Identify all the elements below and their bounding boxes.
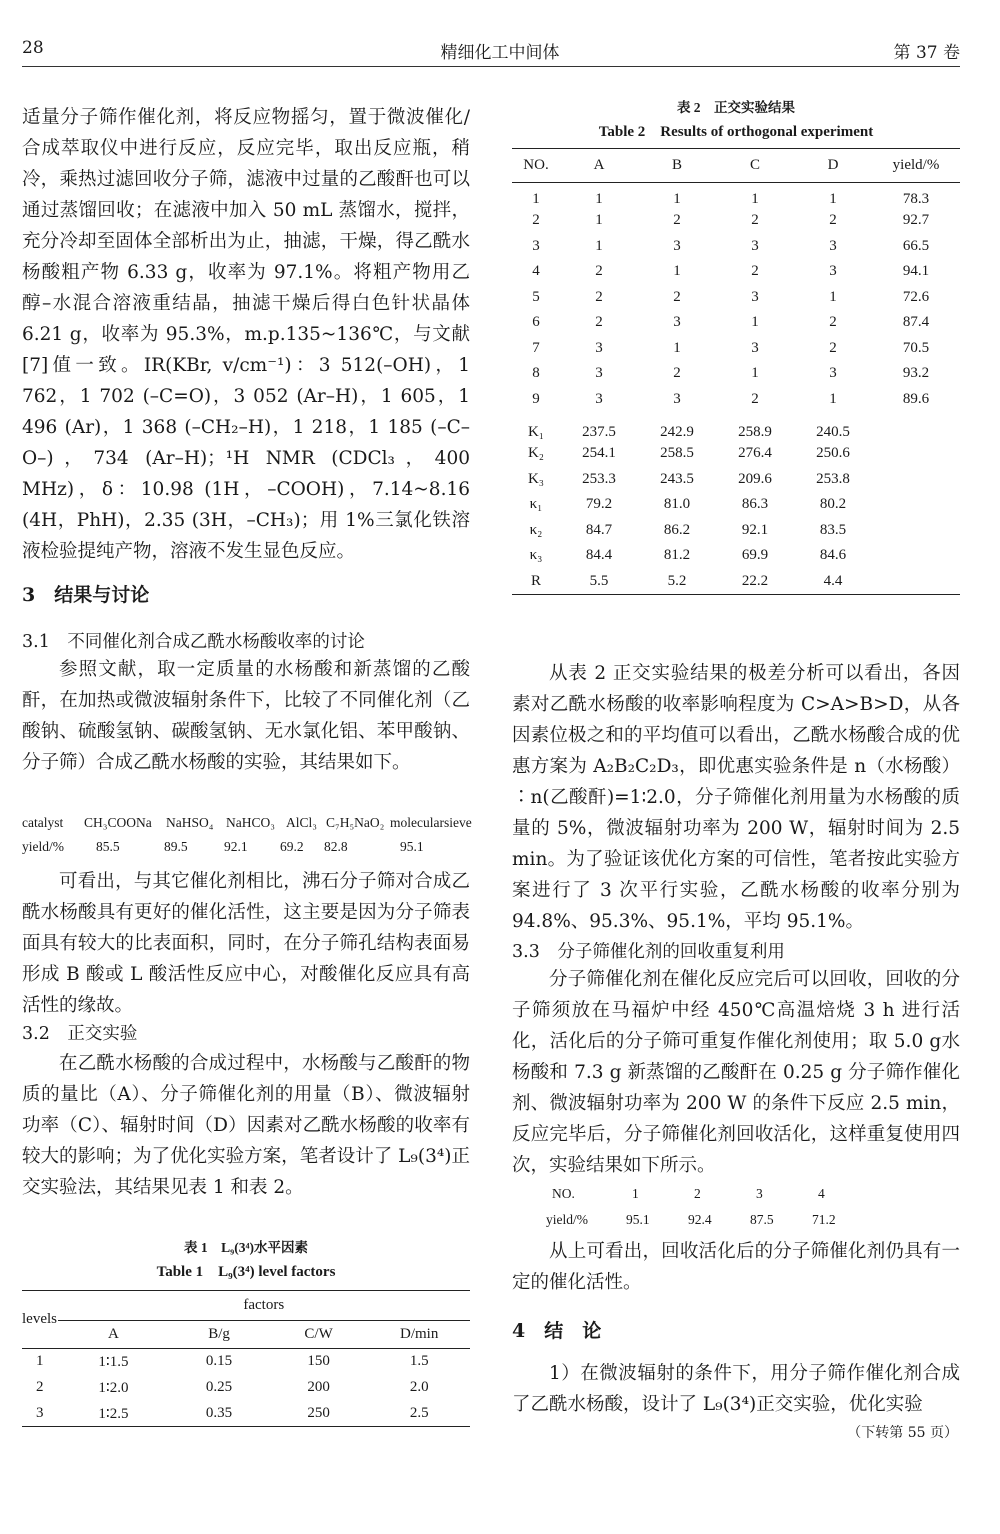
table-row	[512, 336, 960, 362]
table1-row-header: levels	[22, 1291, 58, 1349]
table-cell: 0.15	[205, 1353, 233, 1370]
table-cell	[872, 441, 960, 467]
table-cell: 1	[595, 212, 603, 229]
table1-caption-en: Table 1 L₉(3⁴) level factors	[156, 1264, 336, 1280]
table-cell: 258.9	[738, 424, 772, 440]
table-cell: 1	[595, 237, 603, 254]
table-cell: 250	[307, 1404, 330, 1421]
table-cell: 2	[673, 288, 681, 305]
table-cell: 2	[595, 288, 603, 305]
table-cell: 1	[829, 191, 837, 207]
reuse-yield: 71.2	[812, 1212, 836, 1227]
catalyst-name: molecularsieve	[390, 815, 472, 830]
table-cell: 2	[751, 212, 759, 229]
table-row	[512, 441, 960, 467]
table-cell: 1	[751, 314, 759, 331]
yield-value: 95.1	[400, 839, 424, 854]
table2-caption-en: Table 2 Results of orthogonal experiment	[598, 124, 874, 140]
table-row	[512, 387, 960, 413]
table-cell	[872, 492, 960, 518]
table-cell: R	[530, 572, 541, 589]
section-3-heading	[22, 580, 149, 607]
reuse-yield-label: yield/%	[546, 1212, 588, 1227]
section-3-3-paragraph-1: 分子筛催化剂在催化反应完后可以回收，回收的分子筛须放在马福炉中经 450℃高温焙烧 3 h 进行活化，活化后的分子筛可重复作催化剂使用；取 5.0 g水杨酸和 7.3 g 新蒸馏的乙酸酐在 0.25 g 分子筛作催化剂、微波辐射功率为 200 W 的条件下反应 2.5 min，反应完毕后，分子筛催化剂回收活化，这样重复使用四次，实验结果如下所示。	[512, 969, 960, 1176]
table-cell: 3	[595, 390, 603, 407]
table-cell: 5.5	[589, 572, 609, 589]
table-cell: 1	[673, 263, 681, 280]
table-cell: 3	[829, 237, 837, 254]
reuse-yield: 87.5	[750, 1212, 774, 1227]
section-4-title: 4 结 论	[512, 1320, 602, 1342]
table-cell: 70.5	[902, 339, 930, 356]
table-cell: 2	[751, 390, 759, 407]
table-row	[512, 412, 960, 441]
table-cell: 2	[36, 1379, 44, 1395]
table2-caption-cn: 表 2 正交实验结果	[676, 100, 796, 115]
table2-col-header: NO.	[512, 149, 560, 183]
table2	[512, 148, 960, 595]
table-cell: 7	[532, 339, 540, 356]
table-row	[512, 543, 960, 569]
section-4-heading	[512, 1316, 601, 1343]
table-cell: K₁	[527, 424, 545, 440]
table-cell: 258.5	[660, 445, 694, 462]
table-cell: 253.3	[582, 470, 616, 487]
table-cell: 1	[829, 390, 837, 407]
table-cell: 209.6	[738, 470, 772, 487]
section-3-1-title: 3.1 不同催化剂合成乙酰水杨酸收率的讨论	[22, 632, 365, 652]
table-cell: 1	[595, 191, 603, 207]
table-cell: 0.25	[205, 1379, 233, 1395]
table-cell: 237.5	[582, 424, 616, 440]
yield-value: 69.2	[280, 839, 304, 854]
table-cell: 2	[829, 339, 837, 356]
table-cell: 1∶2.5	[98, 1405, 129, 1422]
table-cell: κ₁	[529, 496, 543, 513]
table-cell: 2	[532, 212, 540, 229]
table-cell: 4	[532, 263, 540, 280]
table-cell: 80.2	[819, 496, 847, 513]
table-cell: 81.0	[663, 496, 691, 513]
catalyst-label: catalyst	[22, 815, 64, 830]
table-cell: 3	[595, 339, 603, 356]
reuse-no: 3	[756, 1186, 763, 1201]
section-3-title: 3 结果与讨论	[22, 584, 150, 606]
table-cell: 2	[829, 212, 837, 229]
table-cell: 3	[751, 339, 759, 356]
header-rule	[22, 66, 960, 67]
section-3-1-heading	[22, 628, 365, 653]
table-cell: 94.1	[902, 263, 930, 280]
table-cell: κ₂	[529, 521, 543, 538]
table-row	[512, 259, 960, 285]
table1-col-header: B/g	[169, 1321, 269, 1349]
yield-value: 85.5	[96, 839, 120, 854]
section-3-2-heading	[22, 1020, 137, 1045]
table-cell: 92.7	[902, 212, 930, 229]
continued-note: （下转第 55 页）	[847, 1425, 958, 1441]
table1-col-header: D/min	[368, 1321, 470, 1349]
table-row	[512, 569, 960, 595]
table-cell: 3	[829, 365, 837, 382]
table-cell: 276.4	[738, 445, 772, 462]
table-cell: 81.2	[663, 547, 691, 564]
section-3-3-paragraph-2: 从上可看出，回收活化后的分子筛催化剂仍具有一定的催化活性。	[512, 1241, 960, 1293]
catalyst-name: NaHSO₄	[166, 815, 214, 830]
table-cell: 2	[595, 314, 603, 331]
table-row	[512, 467, 960, 493]
table-cell: 1	[532, 191, 540, 207]
table-cell: 3	[595, 365, 603, 382]
table-cell: 66.5	[902, 237, 930, 254]
table-cell: 87.4	[902, 314, 930, 331]
table-cell: 79.2	[585, 496, 613, 513]
table-cell: 250.6	[816, 445, 850, 462]
table1-col-header: A	[58, 1321, 170, 1349]
table-row	[22, 1349, 470, 1375]
table-cell: 0.35	[205, 1404, 233, 1421]
reuse-yield: 95.1	[626, 1212, 650, 1227]
table-cell: κ₃	[529, 547, 543, 564]
section-3-2-paragraph: 在乙酰水杨酸的合成过程中，水杨酸与乙酸酐的物质的量比（A）、分子筛催化剂的用量（B）、微波辐射功率（C）、辐射时间（D）因素对乙酰水杨酸的收率有较大的影响；为了优化实验方案，笔者设计了 L₉(3⁴)正交实验法，其结果见表 1 和表 2。	[22, 1053, 470, 1198]
table-cell	[872, 569, 960, 595]
table-cell: 1	[673, 191, 681, 207]
table-cell: 3	[673, 390, 681, 407]
table-cell: 83.5	[819, 521, 847, 538]
table-cell: 78.3	[902, 191, 930, 207]
reuse-no: 1	[632, 1186, 639, 1201]
table-cell: 3	[751, 237, 759, 254]
table-cell: 150	[307, 1353, 330, 1370]
table-cell: 1	[673, 339, 681, 356]
table-cell: 1	[829, 288, 837, 305]
table-cell: 86.3	[741, 496, 769, 513]
table-cell: 3	[36, 1404, 44, 1421]
table-row	[22, 1401, 470, 1427]
table-cell: 22.2	[741, 572, 769, 589]
table-cell: 3	[673, 314, 681, 331]
table-cell: 8	[532, 365, 540, 382]
table-cell: 84.6	[819, 547, 847, 564]
table-cell: 84.4	[585, 547, 613, 564]
table-cell: 84.7	[585, 521, 613, 538]
table2-col-header: A	[560, 149, 638, 183]
table2-col-header: yield/%	[872, 149, 960, 183]
table-cell: 4.4	[823, 572, 843, 589]
table-cell: 1	[751, 191, 759, 207]
table-cell: 3	[751, 288, 759, 305]
reuse-no: 2	[694, 1186, 701, 1201]
section-3-2-title: 3.2 正交实验	[22, 1024, 138, 1044]
table-cell: 9	[532, 390, 540, 407]
yield-value: 92.1	[224, 839, 248, 854]
table-cell: K₃	[527, 470, 545, 487]
table-cell: 1	[36, 1353, 44, 1370]
table1	[22, 1290, 470, 1427]
table-cell: 243.5	[660, 470, 694, 487]
table-cell: 72.6	[902, 288, 930, 305]
table-cell: 6	[532, 314, 540, 331]
yield-label: yield/%	[22, 839, 64, 854]
table1-group-header: factors	[58, 1291, 470, 1321]
table-cell: 240.5	[816, 424, 850, 440]
catalyst-name: CH₃COONa	[84, 815, 152, 830]
table-cell: 200	[307, 1379, 330, 1395]
table-cell: 2.0	[409, 1379, 429, 1395]
journal-name: 精细化工中间体	[440, 43, 560, 63]
table-cell: 1.5	[409, 1353, 429, 1370]
table-row	[512, 492, 960, 518]
table-cell: 3	[673, 237, 681, 254]
table-cell: 2.5	[409, 1404, 429, 1421]
table2-col-header: C	[716, 149, 794, 183]
table-row	[512, 361, 960, 387]
table-cell	[872, 467, 960, 493]
catalyst-yield-list	[22, 815, 472, 855]
catalyst-name: C₇H₅NaO₂	[326, 815, 385, 830]
table-cell: 1∶2.0	[98, 1380, 129, 1396]
table-cell: 2	[751, 263, 759, 280]
table-row	[512, 310, 960, 336]
table2-col-header: B	[638, 149, 716, 183]
table-cell: 2	[829, 314, 837, 331]
table-cell: 1∶1.5	[98, 1354, 129, 1371]
table-cell: 3	[532, 237, 540, 254]
table-cell: 2	[673, 365, 681, 382]
page-number: 28	[22, 38, 44, 58]
table-cell: 5.2	[667, 572, 687, 589]
section-4-paragraph: 1）在微波辐射的条件下，用分子筛作催化剂合成了乙酰水杨酸，设计了 L₉(3⁴)正交实验，优化实验	[512, 1363, 960, 1415]
table-cell: 92.1	[741, 521, 769, 538]
section-3-1-paragraph-1: 参照文献，取一定质量的水杨酸和新蒸馏的乙酸酐，在加热或微波辐射条件下，比较了不同催化剂（乙酸钠、硫酸氢钠、碳酸氢钠、无水氯化铝、苯甲酸钠、分子筛）合成乙酰水杨酸的实验，其结果如下。	[22, 659, 470, 773]
table1-caption-cn: 表 1 L₉(3⁴)水平因素	[184, 1240, 308, 1255]
right-paragraph-1: 从表 2 正交实验结果的极差分析可以看出，各因素对乙酰水杨酸的收率影响程度为 C>A>B>D，从各因素位极之和的平均值可以看出，乙酰水杨酸合成的优惠方案为 A₂B₂C₂D₃，即优惠实验条件是 n（水杨酸）∶n(乙酸酐)=1∶2.0，分子筛催化剂用量为水杨酸的质量的 5%，微波辐射功率为 200 W，辐射时间为 2.5 min。为了验证该优化方案的可信性，笔者按此实验方案进行了 3 次平行实验，乙酰水杨酸的收率分别为 94.8%、95.3%、95.1%，平均 95.1%。	[512, 663, 960, 932]
table-cell	[872, 518, 960, 544]
volume-label: 第 37 卷	[893, 43, 960, 63]
table-cell: 2	[673, 212, 681, 229]
table-row	[512, 285, 960, 311]
reuse-results	[546, 1186, 892, 1228]
yield-value: 89.5	[164, 839, 188, 854]
table-cell: K₂	[527, 445, 545, 462]
section-3-1-paragraph-2: 可看出，与其它催化剂相比，沸石分子筛对合成乙酰水杨酸具有更好的催化活性，这主要是因为分子筛表面具有较大的比表面积，同时，在分子筛孔结构表面易形成 B 酸或 L 酸活性反应中心，对酸催化反应具有高活性的缘故。	[22, 871, 470, 1016]
table-cell: 89.6	[902, 390, 930, 407]
table-cell: 86.2	[663, 521, 691, 538]
table-cell: 1	[751, 365, 759, 382]
table-cell	[872, 412, 960, 441]
table1-col-header: C/W	[269, 1321, 369, 1349]
reuse-yield: 92.4	[688, 1212, 712, 1227]
yield-value: 82.8	[324, 839, 348, 854]
section-3-3-heading	[512, 938, 785, 963]
table-cell: 3	[829, 263, 837, 280]
table-cell: 69.9	[741, 547, 769, 564]
table-row	[512, 208, 960, 234]
table-cell: 5	[532, 288, 540, 305]
table-cell: 253.8	[816, 470, 850, 487]
reuse-no: 4	[818, 1186, 825, 1201]
section-3-3-title: 3.3 分子筛催化剂的回收重复利用	[512, 942, 785, 962]
table-row	[512, 518, 960, 544]
table-row	[512, 183, 960, 209]
table-cell	[872, 543, 960, 569]
table2-col-header: D	[794, 149, 872, 183]
reuse-no-label: NO.	[552, 1186, 575, 1201]
left-intro-paragraph: 适量分子筛作催化剂，将反应物摇匀，置于微波催化/合成萃取仪中进行反应，反应完毕，取出反应瓶，稍冷，乘热过滤回收分子筛，滤液中过量的乙酸酐也可以通过蒸馏回收；在滤液中加入 50 mL 蒸馏水，搅拌，充分冷却至固体全部析出为止，抽滤，干燥，得乙酰水杨酸粗产物 6.33 g，收率为 97.1%。将粗产物用乙醇–水混合溶液重结晶，抽滤干燥后得白色针状晶体 6.21 g，收率为 95.3%，m.p.135~136℃，与文献[7]值一致。IR(KBr, v/cm⁻¹)：3 512(–OH)，1 762，1 702 (–C=O)，3 052 (Ar–H)，1 605，1 496 (Ar)，1 368 (–CH₂–H)，1 218，1 185 (–C–O–)，734 (Ar–H)；¹H NMR (CDCl₃，400 MHz)，δ：10.98 (1H，–COOH)，7.14~8.16 (4H，PhH)，2.35 (3H，–CH₃)；用 1%三氯化铁溶液检验提纯产物，溶液不发生显色反应。	[22, 107, 470, 562]
table-cell: 242.9	[660, 424, 694, 440]
catalyst-name: NaHCO₃	[226, 815, 275, 830]
table-cell: 254.1	[582, 445, 616, 462]
table-cell: 93.2	[902, 365, 930, 382]
table-row	[22, 1375, 470, 1401]
table-cell: 2	[595, 263, 603, 280]
catalyst-name: AlCl₃	[286, 815, 317, 830]
table-row	[512, 234, 960, 260]
